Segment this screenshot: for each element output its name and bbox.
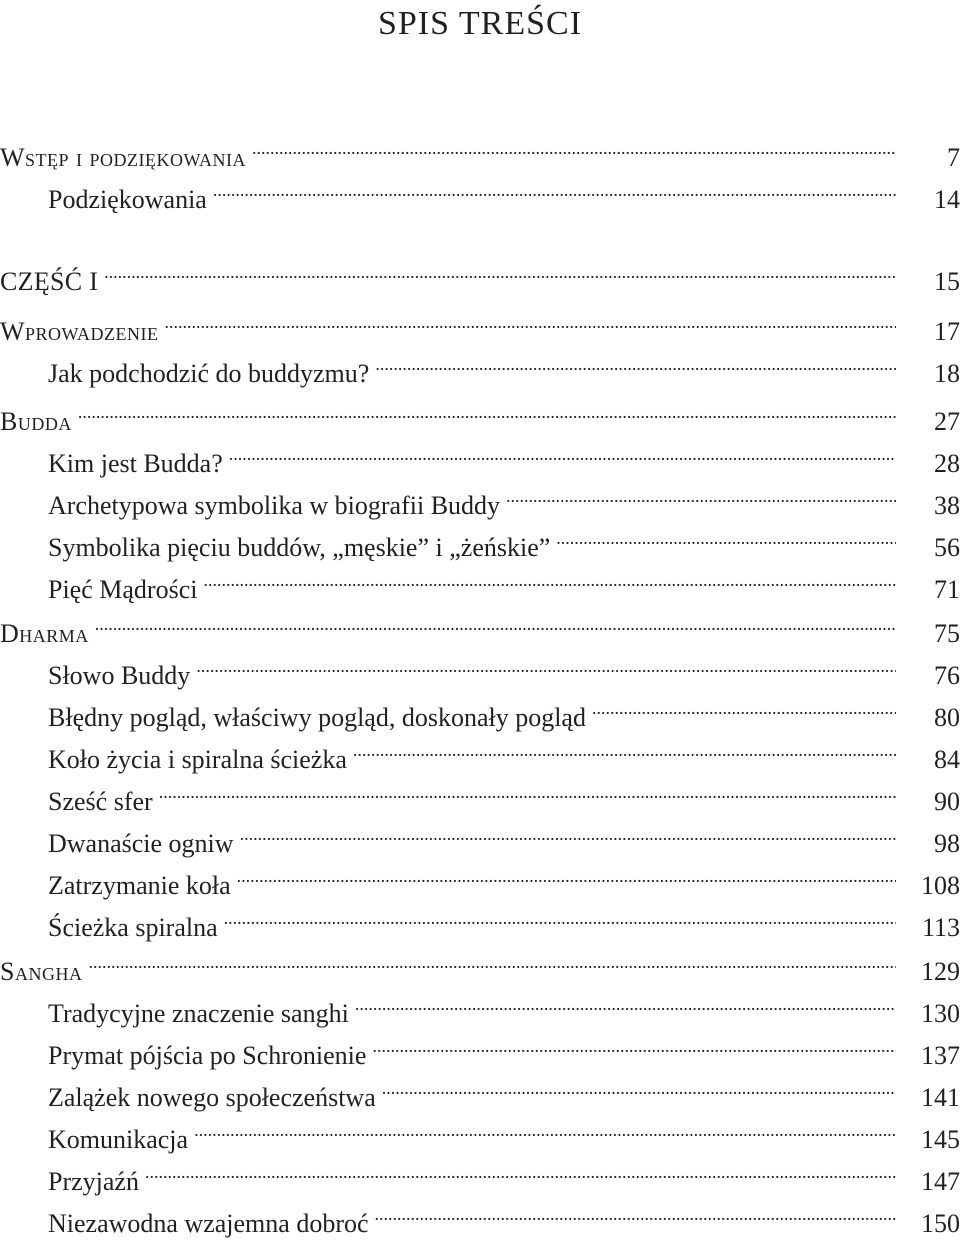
toc-entry-dharma[interactable] (0, 604, 960, 648)
dot-leader (506, 476, 896, 514)
toc-entry-archetypowa-symbolika[interactable] (0, 476, 960, 520)
toc-entry-przyjazn[interactable] (0, 1152, 960, 1196)
toc-entry-label: Błędny pogląd, właściwy pogląd, doskonały pogląd (0, 699, 592, 737)
dot-leader (229, 434, 896, 472)
dot-leader (355, 984, 896, 1022)
toc-entry-symbolika-pieciu-buddow[interactable] (0, 518, 960, 562)
toc-entry-page: 80 (934, 703, 960, 732)
toc-entry-sciezka-spiralna[interactable] (0, 898, 960, 942)
dot-leader (224, 898, 896, 936)
toc-entry-page: 150 (921, 1209, 960, 1238)
toc-entry-prymat-pojscia[interactable] (0, 1026, 960, 1070)
dot-leader (237, 856, 896, 894)
toc-entry-page: 56 (934, 533, 960, 562)
dot-leader (196, 646, 896, 684)
toc-entry-label: CZĘŚĆ I (0, 263, 104, 301)
dot-leader (78, 392, 896, 430)
dot-leader (372, 1026, 896, 1064)
dot-leader (104, 252, 896, 290)
dot-leader (159, 772, 896, 810)
dot-leader (145, 1152, 896, 1190)
dot-leader (375, 344, 896, 382)
toc-entry-wprowadzenie[interactable] (0, 302, 960, 346)
toc-entry-kolo-zycia[interactable] (0, 730, 960, 774)
dot-leader (194, 1110, 896, 1148)
toc-entry-szesc-sfer[interactable] (0, 772, 960, 816)
toc-entry-page: 15 (934, 267, 960, 296)
toc-entry-page: 18 (934, 359, 960, 388)
toc-entry-label: Ścieżka spiralna (0, 909, 224, 947)
toc-entry-page: 130 (921, 999, 960, 1028)
toc-entry-jak-podchodzic[interactable] (0, 344, 960, 388)
toc-entry-label: Sangha (0, 953, 88, 991)
toc-entry-page: 90 (934, 787, 960, 816)
toc-entry-page: 71 (934, 575, 960, 604)
dot-leader (252, 128, 896, 166)
toc-entry-zalazek[interactable] (0, 1068, 960, 1112)
toc-entry-label: Wprowadzenie (0, 313, 165, 351)
dot-leader (382, 1068, 896, 1106)
toc-entry-page: 108 (921, 871, 960, 900)
toc-entry-page: 113 (921, 913, 960, 942)
dot-leader (165, 302, 896, 340)
toc-entry-label: Zatrzymanie koła (0, 867, 237, 905)
toc-entry-page: 98 (934, 829, 960, 858)
toc-entry-page: 141 (921, 1083, 960, 1112)
toc-entry-label: Prymat pójścia po Schronienie (0, 1037, 372, 1075)
toc-entry-label: Słowo Buddy (0, 657, 196, 695)
toc-entry-label: Koło życia i spiralna ścieżka (0, 741, 353, 779)
toc-entry-label: Dharma (0, 615, 95, 653)
toc-entry-tradycyjne-znaczenie[interactable] (0, 984, 960, 1028)
dot-leader (240, 814, 896, 852)
toc-entry-page: 27 (934, 407, 960, 436)
toc-entry-page: 147 (921, 1167, 960, 1196)
toc-entry-page: 145 (921, 1125, 960, 1154)
dot-leader (88, 942, 896, 980)
toc-entry-label: Jak podchodzić do buddyzmu? (0, 355, 375, 393)
toc-entry-label: Wstęp i podziękowania (0, 139, 252, 177)
toc-entry-kim-jest-budda[interactable] (0, 434, 960, 478)
toc-entry-bledny-poglad[interactable] (0, 688, 960, 732)
dot-leader (375, 1194, 896, 1232)
toc-entry-label: Archetypowa symbolika w biografii Buddy (0, 487, 506, 525)
toc-entry-label: Symbolika pięciu buddów, „męskie” i „żeńskie” (0, 529, 556, 567)
toc-entry-label: Kim jest Budda? (0, 445, 229, 483)
toc-entry-piec-madrosci[interactable] (0, 560, 960, 604)
toc-entry-page: 84 (934, 745, 960, 774)
toc-entry-sangha[interactable] (0, 942, 960, 986)
dot-leader (95, 604, 896, 642)
toc-entry-page: 129 (921, 957, 960, 986)
toc-entry-label: Sześć sfer (0, 783, 159, 821)
toc-entry-label: Dwanaście ogniw (0, 825, 240, 863)
toc-entry-dwanascie-ogniw[interactable] (0, 814, 960, 858)
toc-entry-page: 17 (934, 317, 960, 346)
dot-leader (592, 688, 896, 726)
toc-entry-podziekowania[interactable] (0, 170, 960, 214)
toc-entry-label: Pięć Mądrości (0, 571, 203, 609)
toc-entry-label: Komunikacja (0, 1121, 194, 1159)
dot-leader (556, 518, 896, 556)
toc-entry-wstep[interactable] (0, 128, 960, 172)
toc-entry-label: Tradycyjne znaczenie sanghi (0, 995, 355, 1033)
toc-entry-zatrzymanie-kola[interactable] (0, 856, 960, 900)
toc-entry-label: Podziękowania (0, 181, 213, 219)
page-title: SPIS TREŚCI (377, 5, 583, 42)
toc-entry-label: Budda (0, 403, 78, 441)
toc-entry-page: 28 (934, 449, 960, 478)
toc-entry-page: 7 (947, 143, 960, 172)
toc-entry-page: 75 (934, 619, 960, 648)
toc-entry-page: 137 (921, 1041, 960, 1070)
toc-entry-budda[interactable] (0, 392, 960, 436)
dot-leader (213, 170, 896, 208)
toc-entry-label: Niezawodna wzajemna dobroć (0, 1205, 375, 1243)
toc-entry-label: Przyjaźń (0, 1163, 145, 1201)
dot-leader (203, 560, 896, 598)
toc-entry-slowo-buddy[interactable] (0, 646, 960, 690)
toc-entry-page: 76 (934, 661, 960, 690)
toc-entry-page: 14 (934, 185, 960, 214)
toc-entry-label: Zalążek nowego społeczeństwa (0, 1079, 382, 1117)
toc-entry-czesc-i[interactable] (0, 252, 960, 296)
toc-entry-komunikacja[interactable] (0, 1110, 960, 1154)
toc-entry-niezawodna-dobroc[interactable] (0, 1194, 960, 1238)
dot-leader (353, 730, 896, 768)
toc-entry-page: 38 (934, 491, 960, 520)
